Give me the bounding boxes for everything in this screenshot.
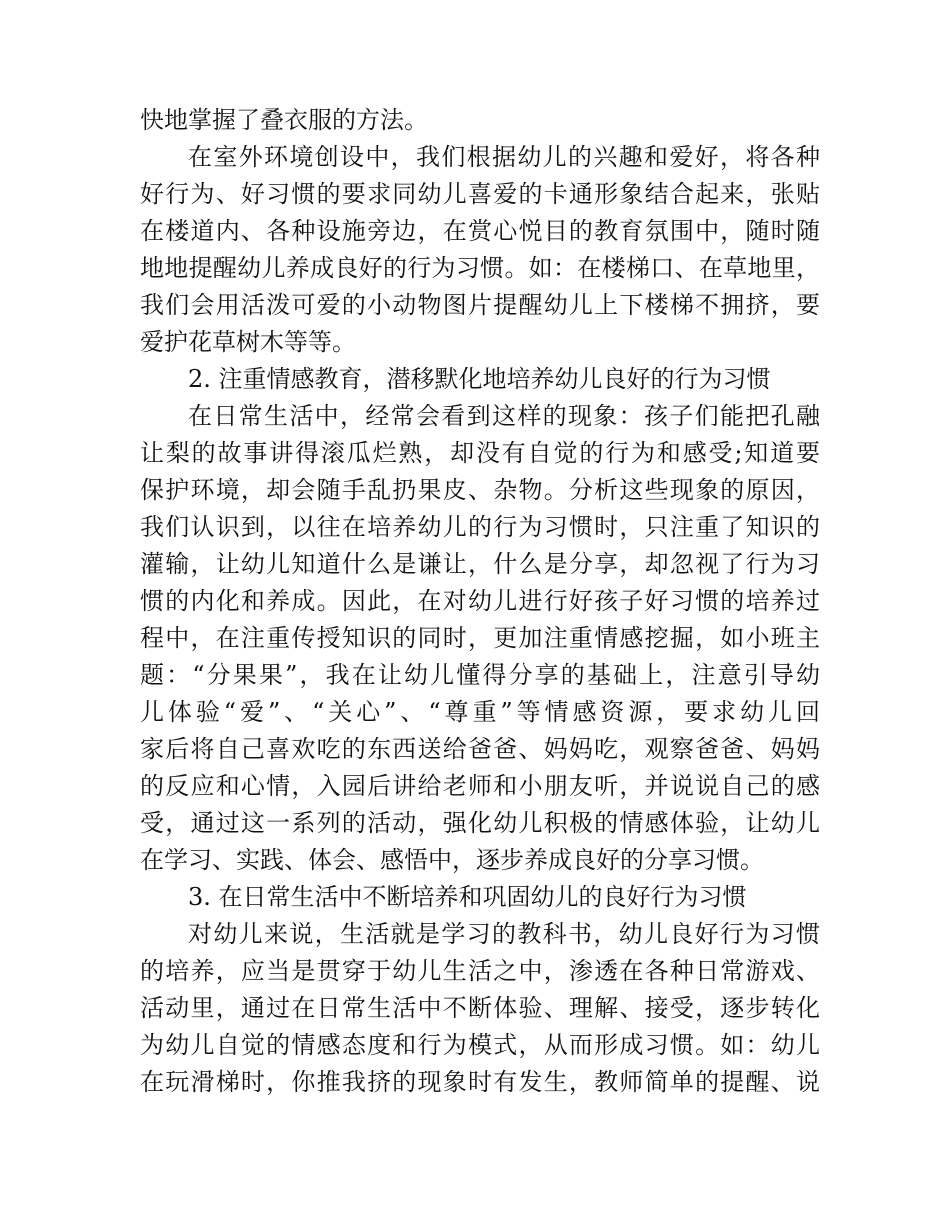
text-line: 保护环境，却会随手乱扔果皮、杂物。分析这些现象的原因， (140, 476, 820, 504)
text-line: 题：“分果果”，我在让幼儿懂得分享的基础上，注意引导幼 (140, 661, 820, 689)
section-heading: 3. 在日常生活中不断培养和巩固幼儿的良好行为习惯 (188, 883, 747, 911)
text-line: 我们会用活泼可爱的小动物图片提醒幼儿上下楼梯不拥挤，要 (140, 291, 820, 319)
text-line: 惯的内化和养成。因此，在对幼儿进行好孩子好习惯的培养过 (140, 587, 820, 615)
text-line: 家后将自己喜欢吃的东西送给爸爸、妈妈吃，观察爸爸、妈妈 (140, 735, 820, 763)
text-line: 地地提醒幼儿养成良好的行为习惯。如：在楼梯口、在草地里， (140, 254, 820, 282)
text-line: 在楼道内、各种设施旁边，在赏心悦目的教育氛围中，随时随 (140, 217, 820, 245)
text-line: 在玩滑梯时，你推我挤的现象时有发生，教师简单的提醒、说 (140, 1068, 820, 1096)
text-line: 活动里，通过在日常生活中不断体验、理解、接受，逐步转化 (140, 994, 820, 1022)
text-line: 爱护花草树木等等。 (140, 328, 356, 356)
document-page (140, 102, 820, 1101)
text-line: 快地掌握了叠衣服的方法。 (140, 106, 428, 134)
text-line: 我们认识到，以往在培养幼儿的行为习惯时，只注重了知识的 (140, 513, 820, 541)
text-line: 为幼儿自觉的情感态度和行为模式，从而形成习惯。如：幼儿 (140, 1031, 820, 1059)
text-line: 好行为、好习惯的要求同幼儿喜爱的卡通形象结合起来，张贴 (140, 180, 820, 208)
text-line: 的培养，应当是贯穿于幼儿生活之中，渗透在各种日常游戏、 (140, 957, 820, 985)
text-line: 的反应和心情，入园后讲给老师和小朋友听，并说说自己的感 (140, 772, 820, 800)
paragraph-first-line: 在室外环境创设中，我们根据幼儿的兴趣和爱好，将各种 (188, 143, 820, 171)
text-line: 在学习、实践、体会、感悟中，逐步养成良好的分享习惯。 (140, 846, 764, 874)
text-line: 让梨的故事讲得滚瓜烂熟，却没有自觉的行为和感受;知道要 (140, 439, 820, 467)
paragraph-first-line: 对幼儿来说，生活就是学习的教科书，幼儿良好行为习惯 (188, 920, 820, 948)
text-line: 受，通过这一系列的活动，强化幼儿积极的情感体验，让幼儿 (140, 809, 820, 837)
text-line: 儿体验“爱”、“关心”、“尊重”等情感资源，要求幼儿回 (140, 698, 820, 726)
text-line: 程中，在注重传授知识的同时，更加注重情感挖掘，如小班主 (140, 624, 820, 652)
section-heading: 2. 注重情感教育，潜移默化地培养幼儿良好的行为习惯 (188, 365, 771, 393)
paragraph-first-line: 在日常生活中，经常会看到这样的现象：孩子们能把孔融 (188, 402, 820, 430)
text-line: 灌输，让幼儿知道什么是谦让，什么是分享，却忽视了行为习 (140, 550, 820, 578)
